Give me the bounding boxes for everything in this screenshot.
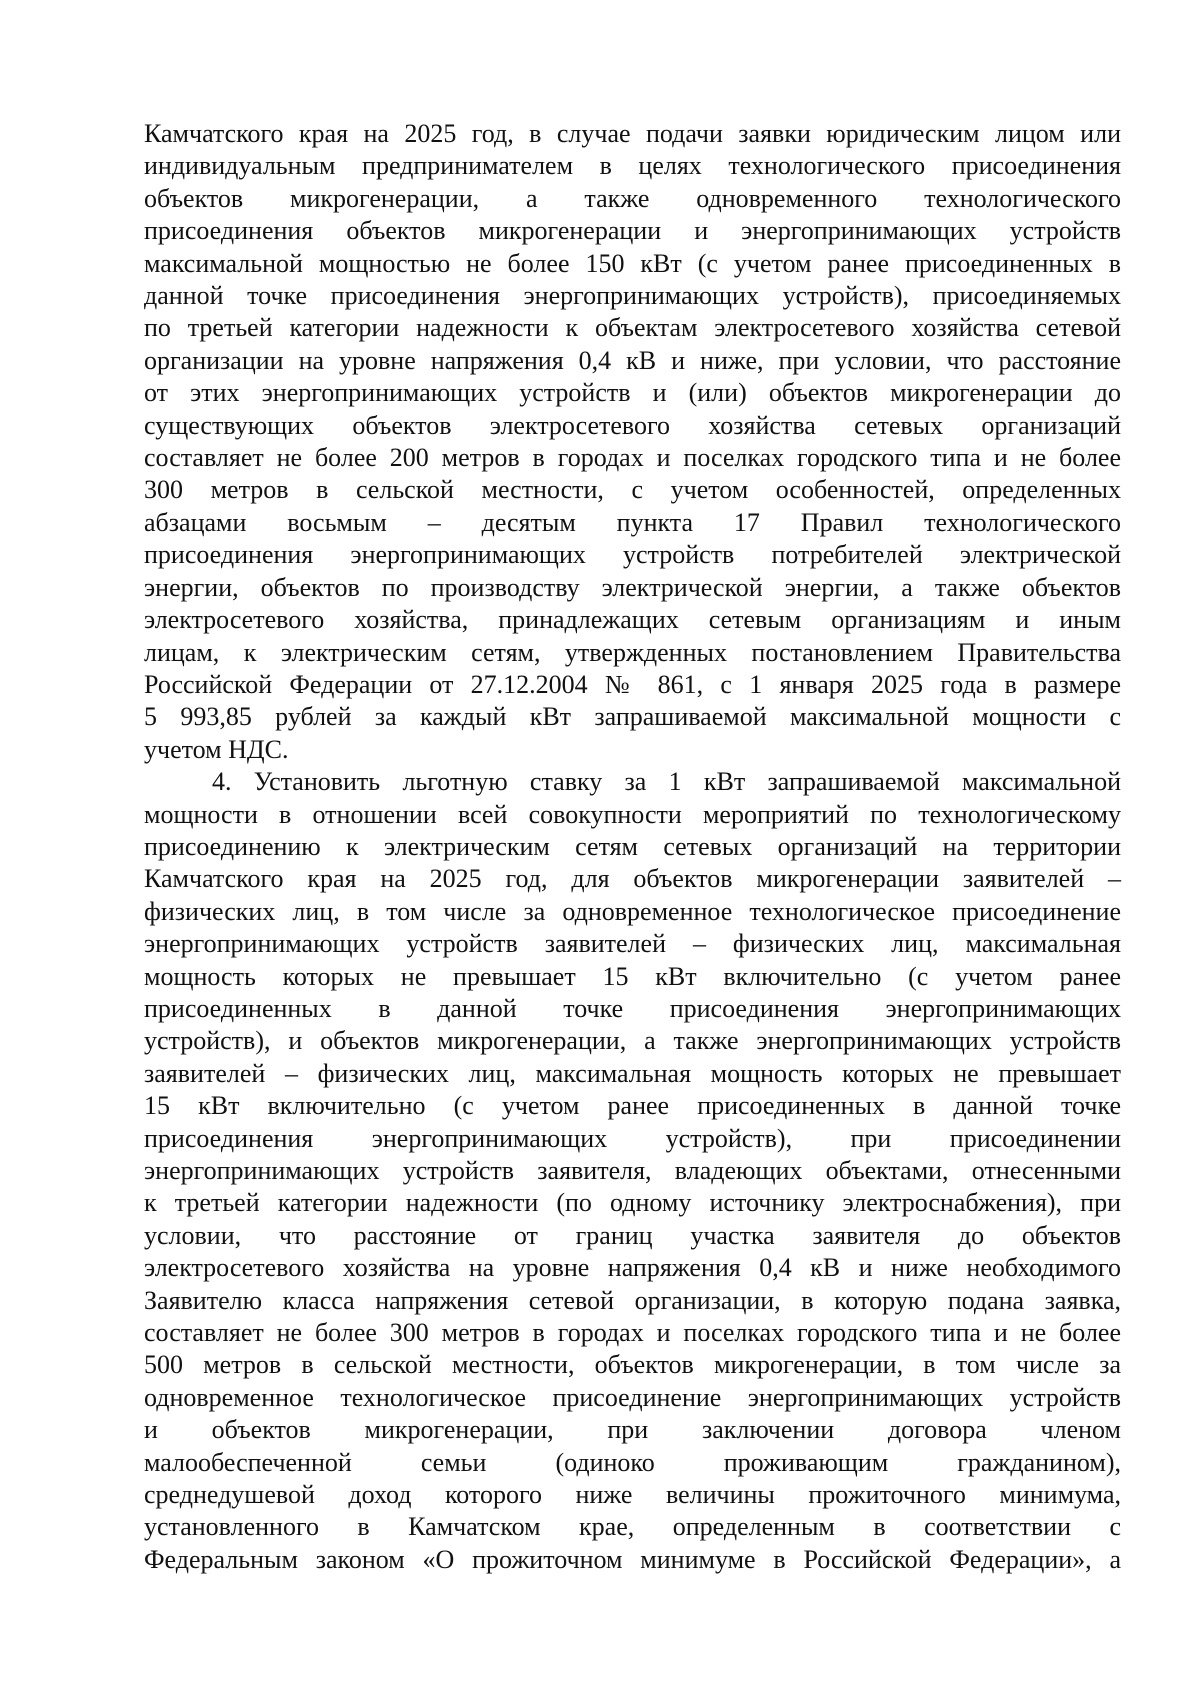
text-line: Заявителю класса напряжения сетевой организации, в которую подана заявка,	[144, 1285, 1121, 1315]
text-line: учетом НДС.	[144, 734, 289, 764]
text-line: мощность которых не превышает 15 кВт включительно (с учетом ранее	[144, 961, 1121, 991]
text-line: к третьей категории надежности (по одному источнику электроснабжения), при	[144, 1188, 1121, 1218]
text-line: малообеспеченной семьи (одиноко проживающим гражданином),	[144, 1447, 1121, 1477]
text-line: присоединения объектов микрогенерации и энергопринимающих устройств	[144, 216, 1121, 246]
text-line: данной точке присоединения энергопринимающих устройств), присоединяемых	[144, 281, 1121, 311]
text-line: заявителей – физических лиц, максимальная мощность которых не превышает	[144, 1058, 1121, 1088]
text-line: устройств), и объектов микрогенерации, а также энергопринимающих устройств	[144, 1026, 1121, 1056]
text-line: от этих энергопринимающих устройств и (или) объектов микрогенерации до	[144, 378, 1121, 408]
text-line: объектов микрогенерации, а также одновременного технологического	[144, 183, 1121, 213]
text-line: Федеральным законом «О прожиточном минимуме в Российской Федерации», а	[144, 1544, 1121, 1574]
text-line: присоединению к электрическим сетям сетевых организаций на территории	[144, 831, 1121, 861]
text-line: Камчатского края на 2025 год, для объектов микрогенерации заявителей –	[144, 864, 1121, 894]
text-line: 300 метров в сельской местности, с учетом особенностей, определенных	[144, 475, 1121, 505]
text-line: мощности в отношении всей совокупности мероприятий по технологическому	[144, 799, 1121, 829]
text-line: электросетевого хозяйства на уровне напряжения 0,4 кВ и ниже необходимого	[144, 1253, 1121, 1283]
text-line: 4. Установить льготную ставку за 1 кВт запрашиваемой максимальной	[212, 767, 1121, 797]
text-line: составляет не более 200 метров в городах и поселках городского типа и не более	[144, 443, 1121, 473]
text-line: лицам, к электрическим сетям, утвержденных постановлением Правительства	[144, 637, 1121, 667]
text-line: 500 метров в сельской местности, объектов микрогенерации, в том числе за	[144, 1350, 1121, 1380]
paragraph-tariff-legal-entities	[144, 118, 1121, 766]
text-line: и объектов микрогенерации, при заключении договора членом	[144, 1415, 1121, 1445]
text-line: условии, что расстояние от границ участка заявителя до объектов	[144, 1220, 1121, 1250]
text-line: среднедушевой доход которого ниже величины прожиточного минимума,	[144, 1480, 1121, 1510]
text-line: максимальной мощностью не более 150 кВт (с учетом ранее присоединенных в	[144, 248, 1121, 278]
text-line: 15 кВт включительно (с учетом ранее присоединенных в данной точке	[144, 1091, 1121, 1121]
text-line: Российской Федерации от 27.12.2004 № 861, с 1 января 2025 года в размере	[144, 669, 1121, 699]
text-line: абзацами восьмым – десятым пункта 17 Правил технологического	[144, 507, 1121, 537]
text-line: существующих объектов электросетевого хозяйства сетевых организаций	[144, 410, 1121, 440]
paragraph-item-4-preferential-rate	[144, 766, 1121, 1576]
text-line: энергии, объектов по производству электрической энергии, а также объектов	[144, 572, 1121, 602]
text-line: организации на уровне напряжения 0,4 кВ и ниже, при условии, что расстояние	[144, 345, 1121, 375]
text-line: энергопринимающих устройств заявителя, владеющих объектами, отнесенными	[144, 1156, 1121, 1185]
text-line: присоединения энергопринимающих устройств потребителей электрической	[144, 540, 1121, 570]
text-line: присоединения энергопринимающих устройств), при присоединении	[144, 1123, 1121, 1153]
text-line: Камчатского края на 2025 год, в случае подачи заявки юридическим лицом или	[144, 119, 1121, 148]
text-line: присоединенных в данной точке присоединения энергопринимающих	[144, 993, 1121, 1023]
text-line: электросетевого хозяйства, принадлежащих сетевым организациям и иным	[144, 605, 1121, 635]
text-line: индивидуальным предпринимателем в целях технологического присоединения	[144, 151, 1121, 181]
text-line: энергопринимающих устройств заявителей – физических лиц, максимальная	[144, 929, 1121, 959]
text-line: составляет не более 300 метров в городах и поселках городского типа и не более	[144, 1318, 1121, 1348]
text-line: 5 993,85 рублей за каждый кВт запрашиваемой максимальной мощности с	[144, 702, 1121, 732]
text-line: одновременное технологическое присоединение энергопринимающих устройств	[144, 1382, 1121, 1412]
text-line: физических лиц, в том числе за одновременное технологическое присоединение	[144, 896, 1121, 926]
document-body	[144, 118, 1121, 1576]
text-line: по третьей категории надежности к объектам электросетевого хозяйства сетевой	[144, 313, 1121, 343]
text-line: установленного в Камчатском крае, определенным в соответствии с	[144, 1512, 1121, 1542]
